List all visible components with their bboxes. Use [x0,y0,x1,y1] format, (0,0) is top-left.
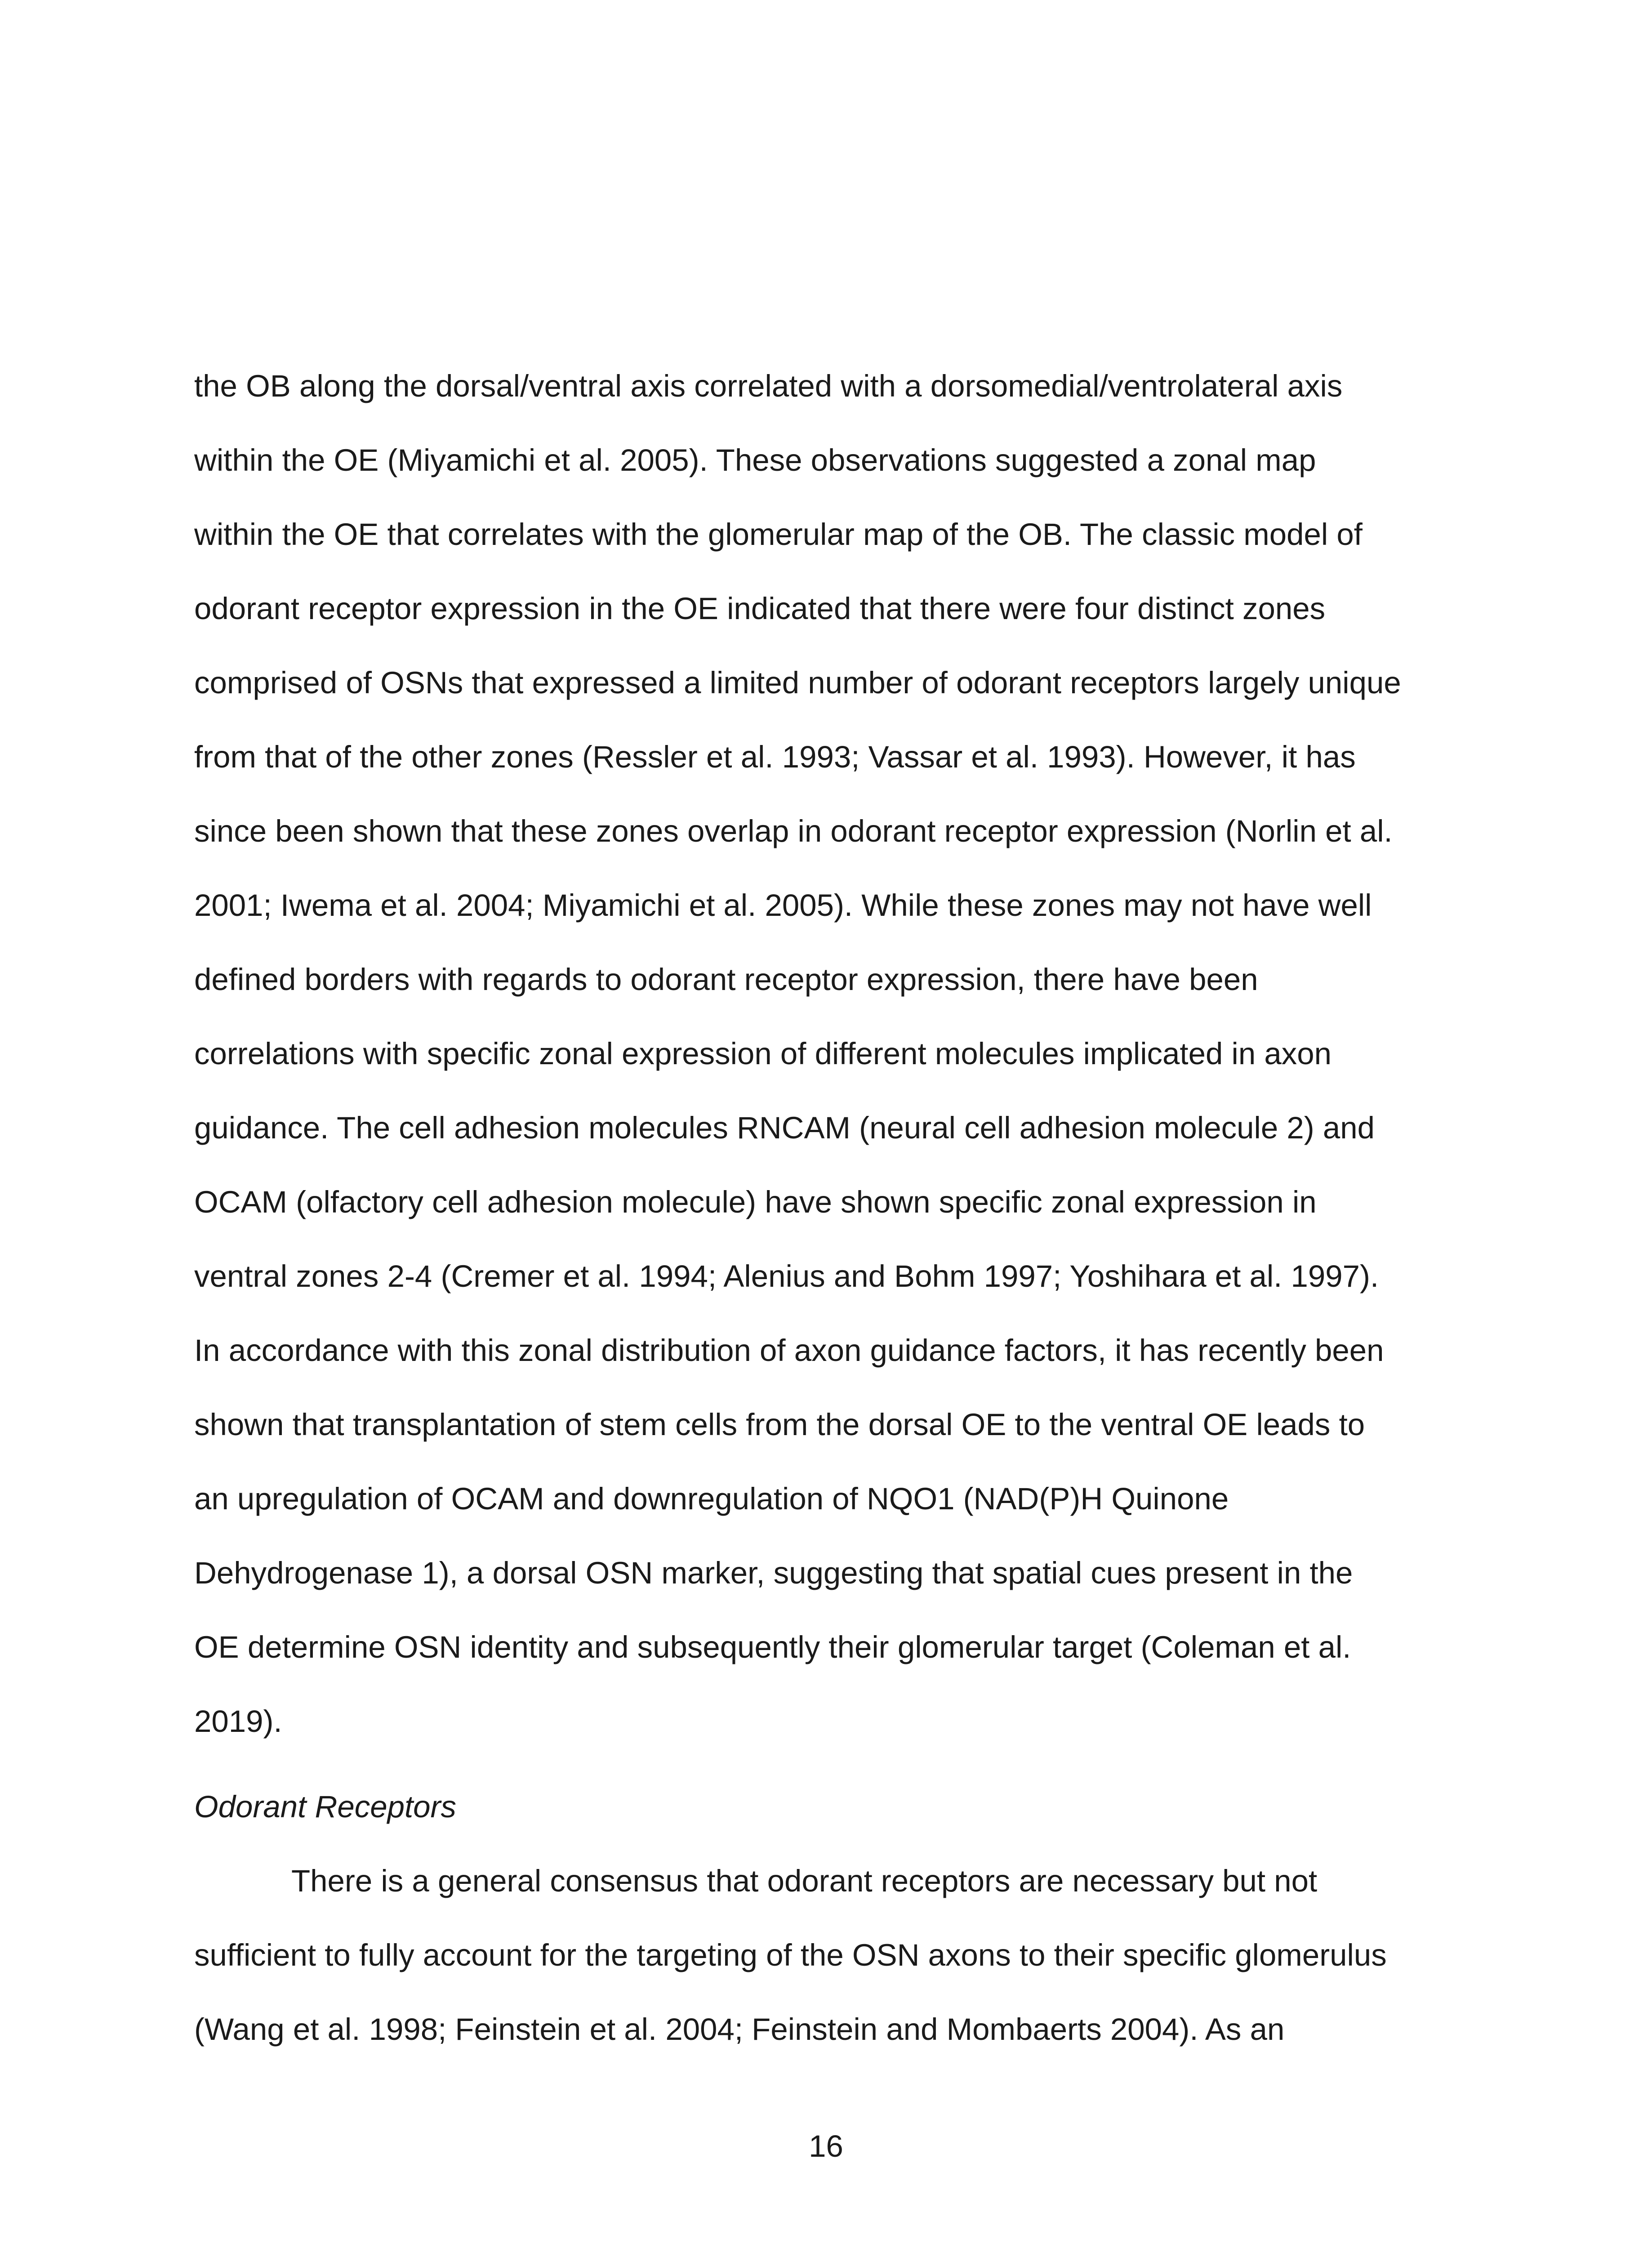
text-line: from that of the other zones (Ressler et al. 1993; Vassar et al. 1993). However, it has [194,740,1356,774]
text-line: defined borders with regards to odorant receptor expression, there have been [194,962,1258,997]
text-line: odorant receptor expression in the OE indicated that there were four distinct zones [194,591,1326,626]
text-line: OCAM (olfactory cell adhesion molecule) have shown specific zonal expression in [194,1185,1317,1219]
text-line: In accordance with this zonal distribution of axon guidance factors, it has recently been [194,1333,1384,1368]
text-line: correlations with specific zonal expression of different molecules implicated in axon [194,1036,1331,1071]
text-line: OE determine OSN identity and subsequently their glomerular target (Coleman et al. [194,1630,1351,1664]
text-line: within the OE (Miyamichi et al. 2005). These observations suggested a zonal map [194,443,1316,477]
text-line: There is a general consensus that odorant receptors are necessary but not [291,1864,1318,1898]
text-line: ventral zones 2-4 (Cremer et al. 1994; Alenius and Bohm 1997; Yoshihara et al. 1997). [194,1259,1379,1293]
text-line: 2019). [194,1704,282,1739]
text-line: since been shown that these zones overlap in odorant receptor expression (Norlin et al. [194,814,1393,848]
page-number: 16 [809,2129,843,2163]
section-heading: Odorant Receptors [194,1789,456,1824]
text-line: within the OE that correlates with the glomerular map of the OB. The classic model of [194,517,1363,552]
text-line: guidance. The cell adhesion molecules RNCAM (neural cell adhesion molecule 2) and [194,1111,1375,1145]
text-line: the OB along the dorsal/ventral axis correlated with a dorsomedial/ventrolateral axis [194,369,1343,403]
text-line: 2001; Iwema et al. 2004; Miyamichi et al. 2005). While these zones may not have well [194,888,1372,923]
text-line: Dehydrogenase 1), a dorsal OSN marker, suggesting that spatial cues present in the [194,1556,1353,1590]
text-line: shown that transplantation of stem cells from the dorsal OE to the ventral OE leads to [194,1407,1365,1442]
text-line: an upregulation of OCAM and downregulation of NQO1 (NAD(P)H Quinone [194,1481,1229,1516]
text-line: comprised of OSNs that expressed a limited number of odorant receptors largely unique [194,665,1401,700]
text-line: sufficient to fully account for the targeting of the OSN axons to their specific glomerulus [194,1938,1387,1972]
text-line: (Wang et al. 1998; Feinstein et al. 2004; Feinstein and Mombaerts 2004). As an [194,2012,1285,2047]
